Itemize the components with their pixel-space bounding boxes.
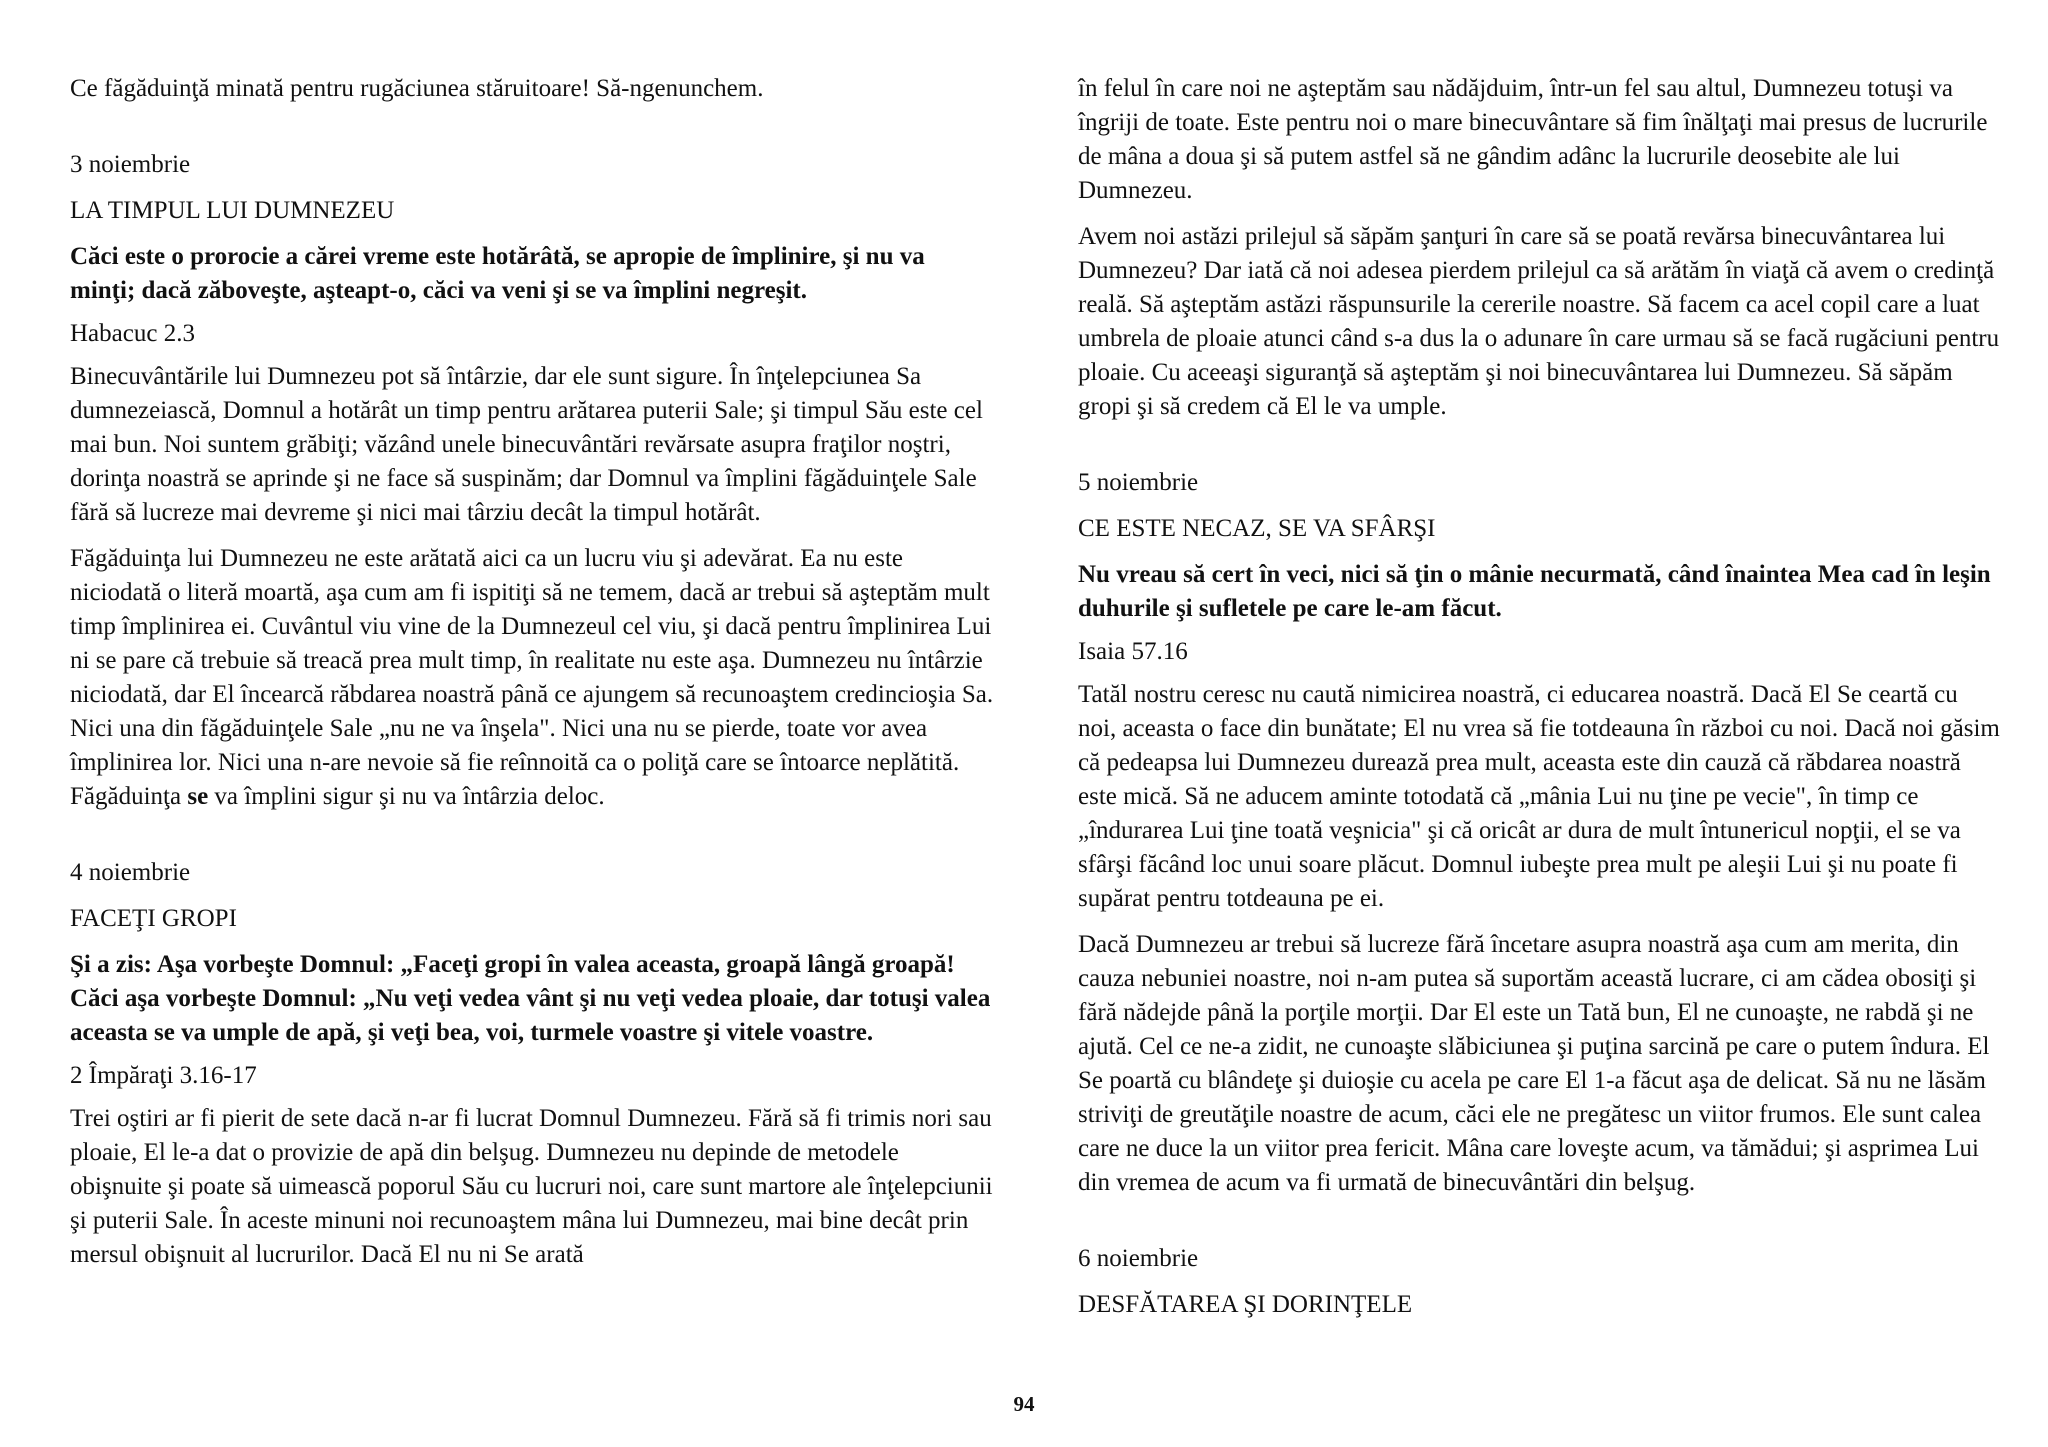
continuation-paragraph: Avem noi astăzi prilejul să săpăm şanţuri în care să se poată revărsa binecuvântarea lui Dumnezeu? Dar iată că noi adesea pierdem prilejul ca să arătăm în viaţă că avem o credinţă reală. Să aşteptăm astăzi răspunsurile la cererile noastre. Să facem ca acel copil care a luat umbrela de ploaie atunci când s-a dus la o adunare în care urmau să se facă rugăciuni pentru ploaie. Cu aceeaşi siguranţă să aşteptăm şi noi binecuvântarea lui Dumnezeu. Să săpăm gropi şi să credem că El le va umple.: [1078, 223, 2000, 420]
entry-reference: Habacuc 2.3: [70, 320, 195, 347]
paragraph-text: Făgăduinţa lui Dumnezeu ne este arătată aici ca un lucru viu şi adevărat. Ea nu este niciodată o literă moartă, aşa cum am fi ispitiţi să ne temem, dacă ar trebui să aşteptăm mult timp împlinirea ei. Cuvântul viu vine de la Dumnezeul cel viu, şi dacă pentru împlinirea Lui ni se pare că trebuie să treacă prea mult timp, în realitate nu este aşa. Dumnezeu nu întârzie niciodată, dar El încearcă răbdarea noastră până ce ajungem să recunoaştem credincioşia Sa. Nici una din făgăduinţele Sale „nu ne va înşela". Nici una nu se pierde, toate vor avea împlinirea lor. Nici una n-are nevoie să fie reînnoită ca o poliţă care se întoarce neplătită. Făgăduinţa: [70, 545, 994, 810]
devotional-entry-nov-3: [70, 148, 994, 814]
entry-paragraph: Binecuvântările lui Dumnezeu pot să întârzie, dar ele sunt sigure. În înţelepciunea Sa dumnezeiască, Domnul a hotărât un timp pentru arătarea puterii Sale; şi timpul Său este cel mai bun. Noi suntem grăbiţi; văzând unele binecuvântări revărsate asupra fraţilor noştri, dorinţa noastră se aprinde şi ne face să suspinăm; dar Domnul va împlini făgăduinţele Sale fără să lucreze mai devreme şi nici mai târziu decât la timpul hotărât.: [70, 363, 983, 526]
entry-reference: 2 Împăraţi 3.16-17: [70, 1062, 257, 1089]
entry-paragraph: Dacă Dumnezeu ar trebui să lucreze fără încetare asupra noastră aşa cum am merita, din cauza nebuniei noastre, noi n-am putea să suportăm această lucrare, ci am cădea obosiţi şi fără nădejde până la porţile morţii. Dar El este un Tată bun, El ne cunoaşte, ne rabdă şi ne ajută. Cel ce ne-a zidit, ne cunoaşte slăbiciunea şi puţina sarcină pe care o putem îndura. El Se poartă cu blândeţe şi duioşie cu acela pe care El 1-a făcut aşa de delicat. Să nu ne lăsăm striviţi de greutăţile noastre de acum, căci ele ne pregătesc un viitor frumos. Ele sunt calea care ne duce la un viitor prea fericit. Mâna care loveşte acum, va tămădui; şi asprimea Lui din vremea de acum va fi urmată de binecuvântări din belşug.: [1078, 931, 1990, 1196]
entry-verse: Căci este o prorocie a cărei vreme este hotărâtă, se apropie de împlinire, şi nu va minţi; dacă zăboveşte, aşteapt-o, căci va veni şi se va împlini negreşit.: [70, 243, 925, 304]
devotional-entry-nov-6: [1078, 1242, 2002, 1322]
entry-paragraph: Tatăl nostru ceresc nu caută nimicirea noastră, ci educarea noastră. Dacă El Se ceartă cu noi, aceasta o face din bunătate; El nu vrea să fie totdeauna în război cu noi. Dacă noi găsim că pedeapsa lui Dumnezeu durează prea mult, aceasta este din cauză că răbdarea noastră este mică. Să ne aducem aminte totodată că „mânia Lui nu ţine pe vecie", în timp ce „îndurarea Lui ţine toată veşnicia" şi că oricât ar dura de mult întunericul nopţii, el se va sfârşi făcând loc unui soare plăcut. Domnul iubeşte prea mult pe aleşii Lui şi nu poate fi supărat pentru totdeauna pe ei.: [1078, 681, 2000, 912]
entry-title: DESFĂTAREA ŞI DORINŢELE: [1078, 1291, 1413, 1318]
right-column: [1078, 72, 2002, 1364]
entry-date: 4 noiembrie: [70, 859, 191, 886]
page-number: 94: [1013, 1392, 1035, 1416]
entry-paragraph: [70, 542, 994, 814]
entry-verse: Nu vreau să cert în veci, nici să ţin o mânie necurmată, când înaintea Mea cad în leşin duhurile şi sufletele pe care le-am făcut.: [1078, 561, 1991, 622]
entry-title: LA TIMPUL LUI DUMNEZEU: [70, 197, 395, 224]
left-column: [70, 72, 994, 1314]
entry-date: 3 noiembrie: [70, 151, 191, 178]
continuation-paragraph: în felul în care noi ne aşteptăm sau nădăjduim, într-un fel sau altul, Dumnezeu totuşi va îngriji de toate. Este pentru noi o mare binecuvântare să fim înălţaţi mai presus de lucrurile de mâna a doua şi să putem astfel să ne gândim adânc la lucrurile deosebite ale lui Dumnezeu.: [1078, 75, 1988, 204]
entry-date: 6 noiembrie: [1078, 1245, 1199, 1272]
devotional-entry-nov-5: [1078, 466, 2002, 1200]
paragraph-text: va împlini sigur şi nu va întârzia deloc.: [214, 783, 605, 810]
entry-paragraph: Trei oştiri ar fi pierit de sete dacă n-ar fi lucrat Domnul Dumnezeu. Fără să fi trimis nori sau ploaie, El le-a dat o provizie de apă din belşug. Dumnezeu nu depinde de metodele obişnuite şi poate să uimească poporul Său cu lucruri noi, care sunt martore ale înţelepciunii şi puterii Sale. În aceste minuni noi recunoaştem mâna lui Dumnezeu, mai bine decât prin mersul obişnuit al lucrurilor. Dacă El nu ni Se arată: [70, 1105, 993, 1268]
devotional-entry-nov-4: [70, 856, 994, 1272]
entry-title: CE ESTE NECAZ, SE VA SFÂRŞI: [1078, 515, 1436, 542]
intro-paragraph: Ce făgăduinţă minată pentru rugăciunea stăruitoare! Să-ngenunchem.: [70, 75, 764, 102]
entry-title: FACEŢI GROPI: [70, 905, 237, 932]
entry-verse: Şi a zis: Aşa vorbeşte Domnul: „Faceţi gropi în valea aceasta, groapă lângă groapă! Căci aşa vorbeşte Domnul: „Nu veţi vedea vânt şi nu veţi vedea ploaie, dar totuşi valea aceasta se va umple de apă, şi veţi bea, voi, turmele voastre şi vitele voastre.: [70, 951, 991, 1046]
bold-word: se: [187, 783, 209, 810]
entry-date: 5 noiembrie: [1078, 469, 1199, 496]
entry-reference: Isaia 57.16: [1078, 638, 1188, 665]
